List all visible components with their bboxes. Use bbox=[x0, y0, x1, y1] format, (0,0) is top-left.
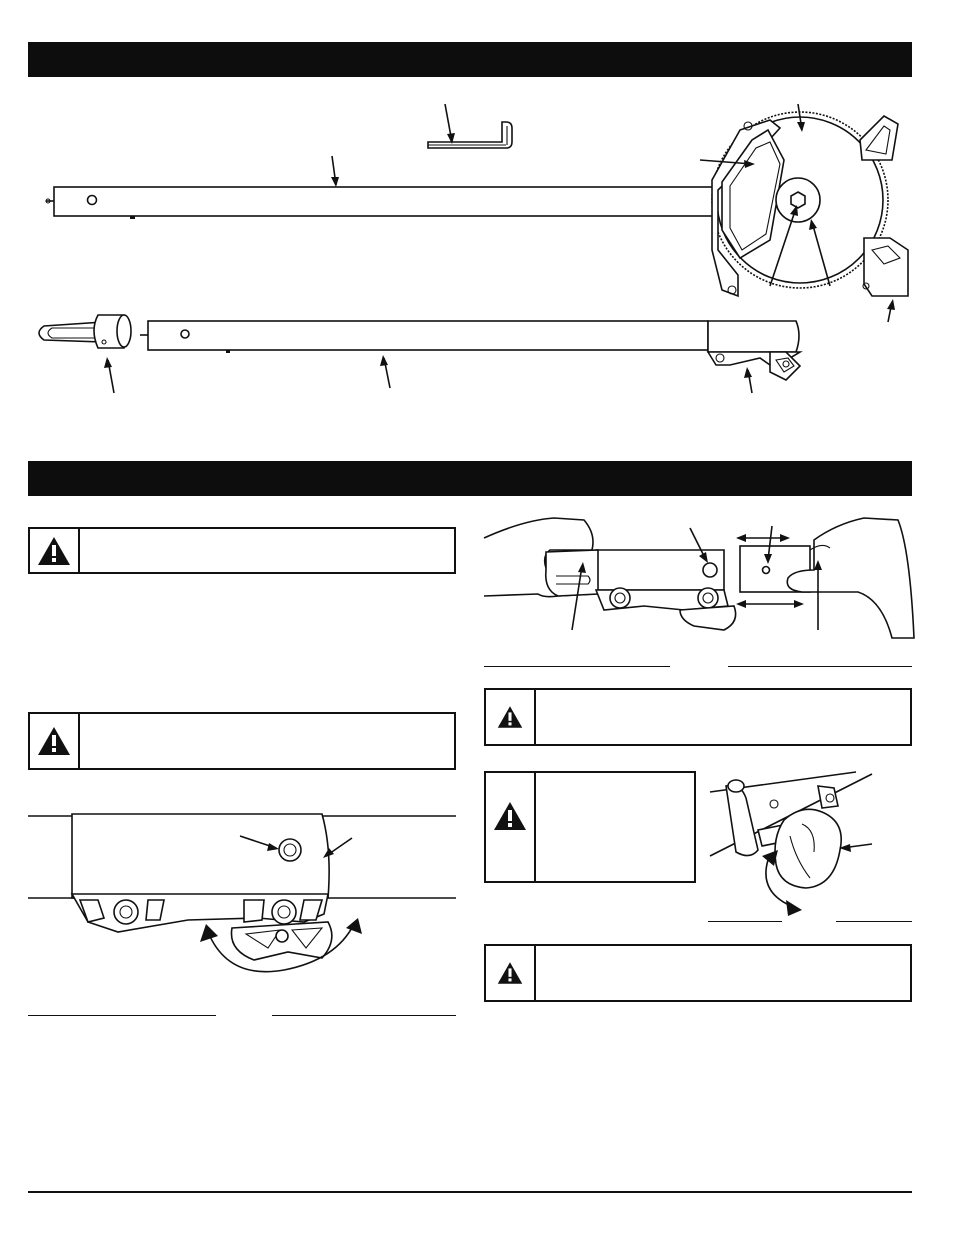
caption-rule bbox=[836, 921, 912, 922]
lower-shaft-drawing bbox=[140, 321, 800, 380]
warning-triangle-icon bbox=[497, 705, 523, 729]
caption-rule bbox=[708, 921, 782, 922]
warning-box-3 bbox=[484, 688, 912, 746]
hex-key-drawing bbox=[428, 122, 512, 148]
caption-rule bbox=[28, 1015, 216, 1016]
parts-illustration bbox=[0, 90, 954, 410]
warning-box-1 bbox=[28, 527, 456, 574]
warning-box-4 bbox=[484, 771, 696, 883]
parts-section-header bbox=[28, 42, 912, 77]
warning-box-5 bbox=[484, 944, 912, 1002]
coupler-rotation-illustration bbox=[28, 810, 458, 1000]
caption-rule bbox=[484, 666, 670, 667]
warning-triangle-icon bbox=[37, 536, 71, 566]
warning-triangle-icon bbox=[497, 961, 523, 985]
caption-rule bbox=[272, 1015, 456, 1016]
upper-shaft-drawing bbox=[46, 187, 724, 219]
shaft-assembly-illustration bbox=[484, 510, 914, 660]
saw-head-drawing bbox=[712, 112, 908, 296]
warning-triangle-icon bbox=[493, 801, 527, 831]
knob-tighten-illustration bbox=[706, 768, 912, 916]
assembly-section-header bbox=[28, 461, 912, 496]
warning-box-2 bbox=[28, 712, 456, 770]
footer-rule bbox=[28, 1191, 912, 1193]
caption-rule bbox=[728, 666, 912, 667]
handle-coupler-drawing bbox=[39, 315, 131, 348]
warning-triangle-icon bbox=[37, 726, 71, 756]
